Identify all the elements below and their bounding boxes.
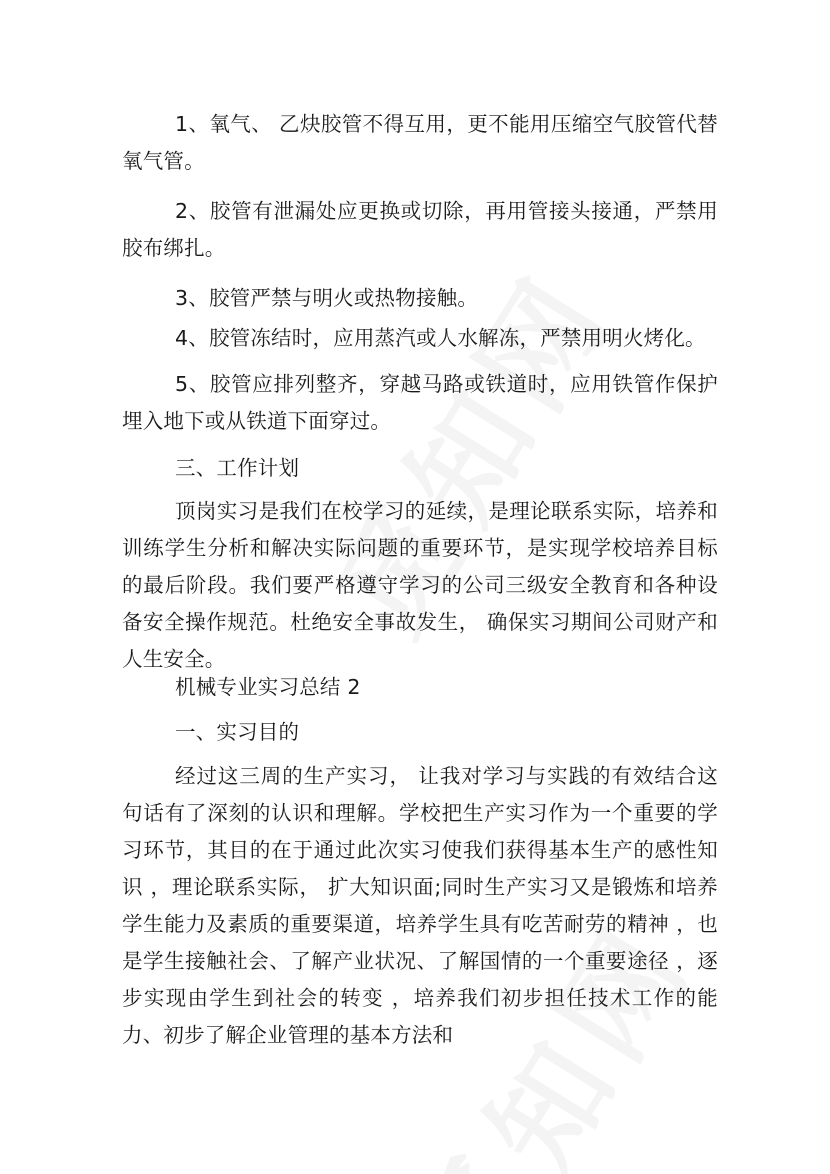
paragraph-hose-rule-1: 1、氧气、 乙炔胶管不得互用，更不能用压缩空气胶管代替氧气管。 — [122, 112, 718, 173]
paragraph-work-plan: 顶岗实习是我们在校学习的延续，是理论联系实际，培养和训练学生分析和解决实际问题的重要环节，是实现学校培养目标的最后阶段。我们要严格遵守学习的公司三级安全教育和各种设备安全操作规范。杜绝安全事故发生， 确保实习期间公司财产和人生安全。 — [122, 499, 718, 671]
section-heading-work-plan: 三、工作计划 — [175, 456, 300, 480]
paragraph-hose-rule-2: 2、胶管有泄漏处应更换或切除，再用管接头接通，严禁用胶布绑扎。 — [122, 199, 718, 260]
paragraph-hose-rule-3: 3、胶管严禁与明火或热物接触。 — [175, 286, 479, 310]
paragraph-hose-rule-5: 5、胶管应排列整齐，穿越马路或铁道时，应用铁管作保护埋入地下或从铁道下面穿过。 — [122, 372, 718, 433]
paragraph-hose-rule-4: 4、胶管冻结时，应用蒸汽或人水解冻，严禁用明火烤化。 — [175, 326, 706, 350]
paragraph-purpose: 经过这三周的生产实习， 让我对学习与实践的有效结合这句话有了深刻的认识和理解。学校把生产实习作为一个重要的学习环节，其目的在于通过此次实习使我们获得基本生产的感性知识 ，理论联系实际， 扩大知识面;同时生产实习又是锻炼和培养学生能力及素质的重要渠道，培养学生具有吃苦耐劳的精神 ，也是学生接触社会、了解产业状况、了解国情的一个重要途径 ，逐步实现由学生到社会的转变 ，培养我们初步担任技术工作的能力、初步了解企业管理的基本方法和 — [122, 764, 718, 1047]
section-heading-purpose: 一、实习目的 — [175, 720, 300, 744]
document-title-summary-2: 机械专业实习总结 2 — [175, 675, 361, 699]
